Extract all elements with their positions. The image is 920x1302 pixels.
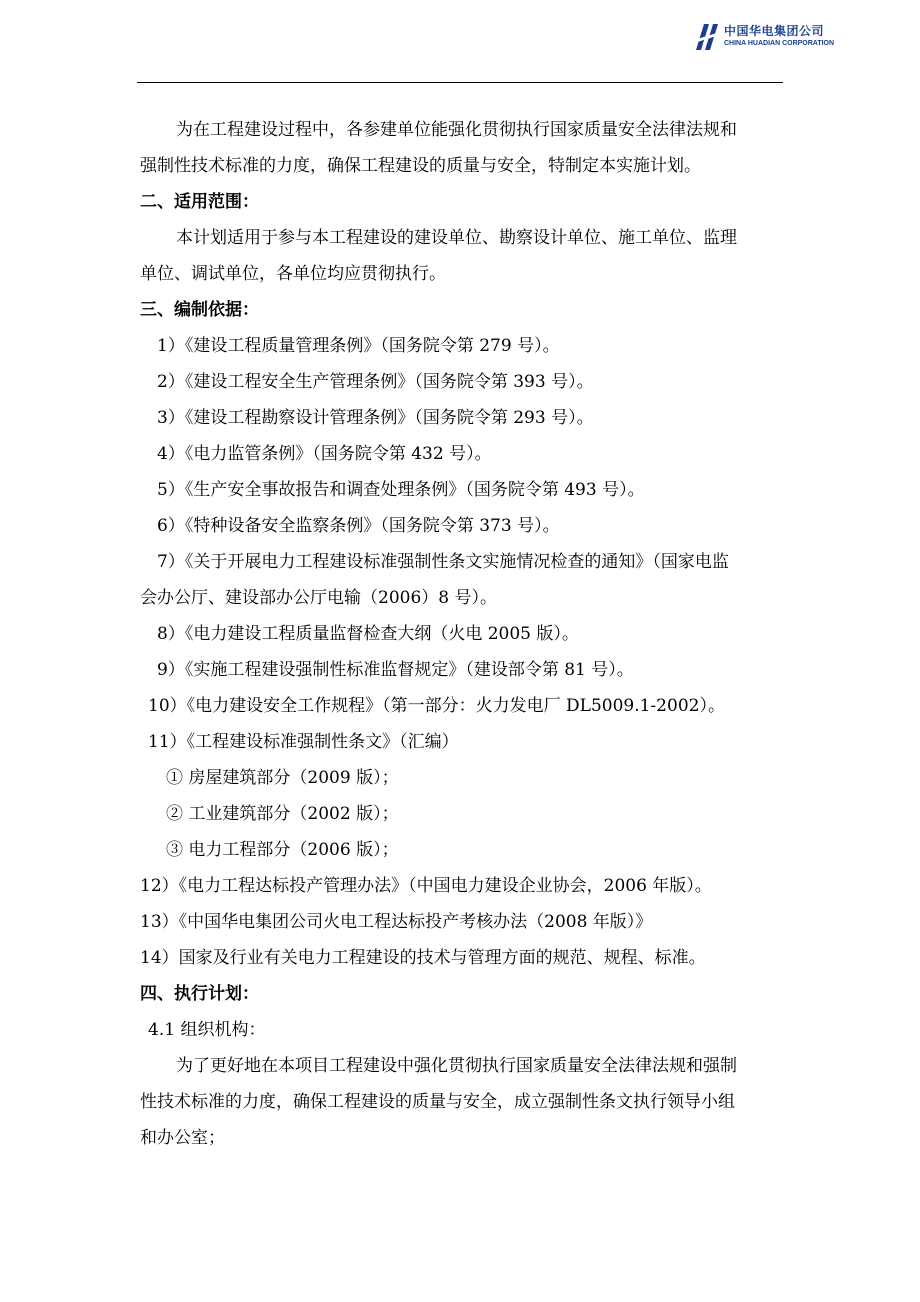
section-2-line-1: 本计划适用于参与本工程建设的建设单位、勘察设计单位、施工单位、监理 (176, 228, 737, 248)
intro-line-1: 为在工程建设过程中，各参建单位能强化贯彻执行国家质量安全法律法规和 (176, 120, 737, 140)
reference-item: 9）《实施工程建设强制性标准监督规定》（建设部令第 81 号）。 (157, 660, 634, 680)
reference-item-continuation: 会办公厅、建设部办公厅电输（2006）8 号）。 (140, 588, 497, 608)
section-2-title: 二、适用范围： (140, 192, 259, 212)
logo-chinese-name: 中国华电集团公司 (724, 24, 825, 38)
section-4-title: 四、执行计划： (140, 984, 259, 1004)
intro-line-2: 强制性技术标准的力度，确保工程建设的质量与安全，特制定本实施计划。 (140, 156, 701, 176)
reference-subitem: ③ 电力工程部分（2006 版）； (166, 840, 399, 860)
section-2-line-2: 单位、调试单位，各单位均应贯彻执行。 (140, 264, 446, 284)
company-logo (692, 20, 835, 54)
section-4-line-3: 和办公室； (140, 1128, 225, 1148)
logo-english-name: CHINA HUADIAN CORPORATION (724, 40, 835, 47)
reference-item: 14）国家及行业有关电力工程建设的技术与管理方面的规范、规程、标准。 (140, 948, 706, 968)
reference-item: 5）《生产安全事故报告和调查处理条例》（国务院令第 493 号）。 (157, 480, 645, 500)
reference-item: 4）《电力监管条例》（国务院令第 432 号）。 (157, 444, 492, 464)
reference-subitem: ② 工业建筑部分（2002 版）； (166, 804, 399, 824)
reference-item: 7）《关于开展电力工程建设标准强制性条文实施情况检查的通知》（国家电监 (157, 552, 729, 572)
reference-item: 13）《中国华电集团公司火电工程达标投产考核办法（2008 年版）》 (140, 912, 653, 932)
reference-item: 11）《工程建设标准强制性条文》（汇编） (148, 732, 459, 752)
reference-item: 12）《电力工程达标投产管理办法》（中国电力建设企业协会，2006 年版）。 (140, 876, 712, 896)
reference-item: 2）《建设工程安全生产管理条例》（国务院令第 393 号）。 (157, 372, 594, 392)
reference-item: 8）《电力建设工程质量监督检查大纲（火电 2005 版）。 (157, 624, 579, 644)
section-3-title: 三、编制依据： (140, 300, 259, 320)
huadian-emblem-icon (692, 20, 722, 52)
reference-subitem: ① 房屋建筑部分（2009 版）； (166, 768, 399, 788)
header-rule (137, 82, 783, 83)
reference-item: 1）《建设工程质量管理条例》（国务院令第 279 号）。 (157, 336, 560, 356)
reference-item: 6）《特种设备安全监察条例》（国务院令第 373 号）。 (157, 516, 560, 536)
section-4-1-heading: 4.1 组织机构： (148, 1020, 266, 1040)
reference-item: 3）《建设工程勘察设计管理条例》（国务院令第 293 号）。 (157, 408, 594, 428)
section-4-line-1: 为了更好地在本项目工程建设中强化贯彻执行国家质量安全法律法规和强制 (176, 1056, 737, 1076)
reference-item: 10）《电力建设安全工作规程》（第一部分：火力发电厂 DL5009.1-2002）。 (148, 696, 725, 716)
section-4-line-2: 性技术标准的力度，确保工程建设的质量与安全，成立强制性条文执行领导小组 (140, 1092, 735, 1112)
